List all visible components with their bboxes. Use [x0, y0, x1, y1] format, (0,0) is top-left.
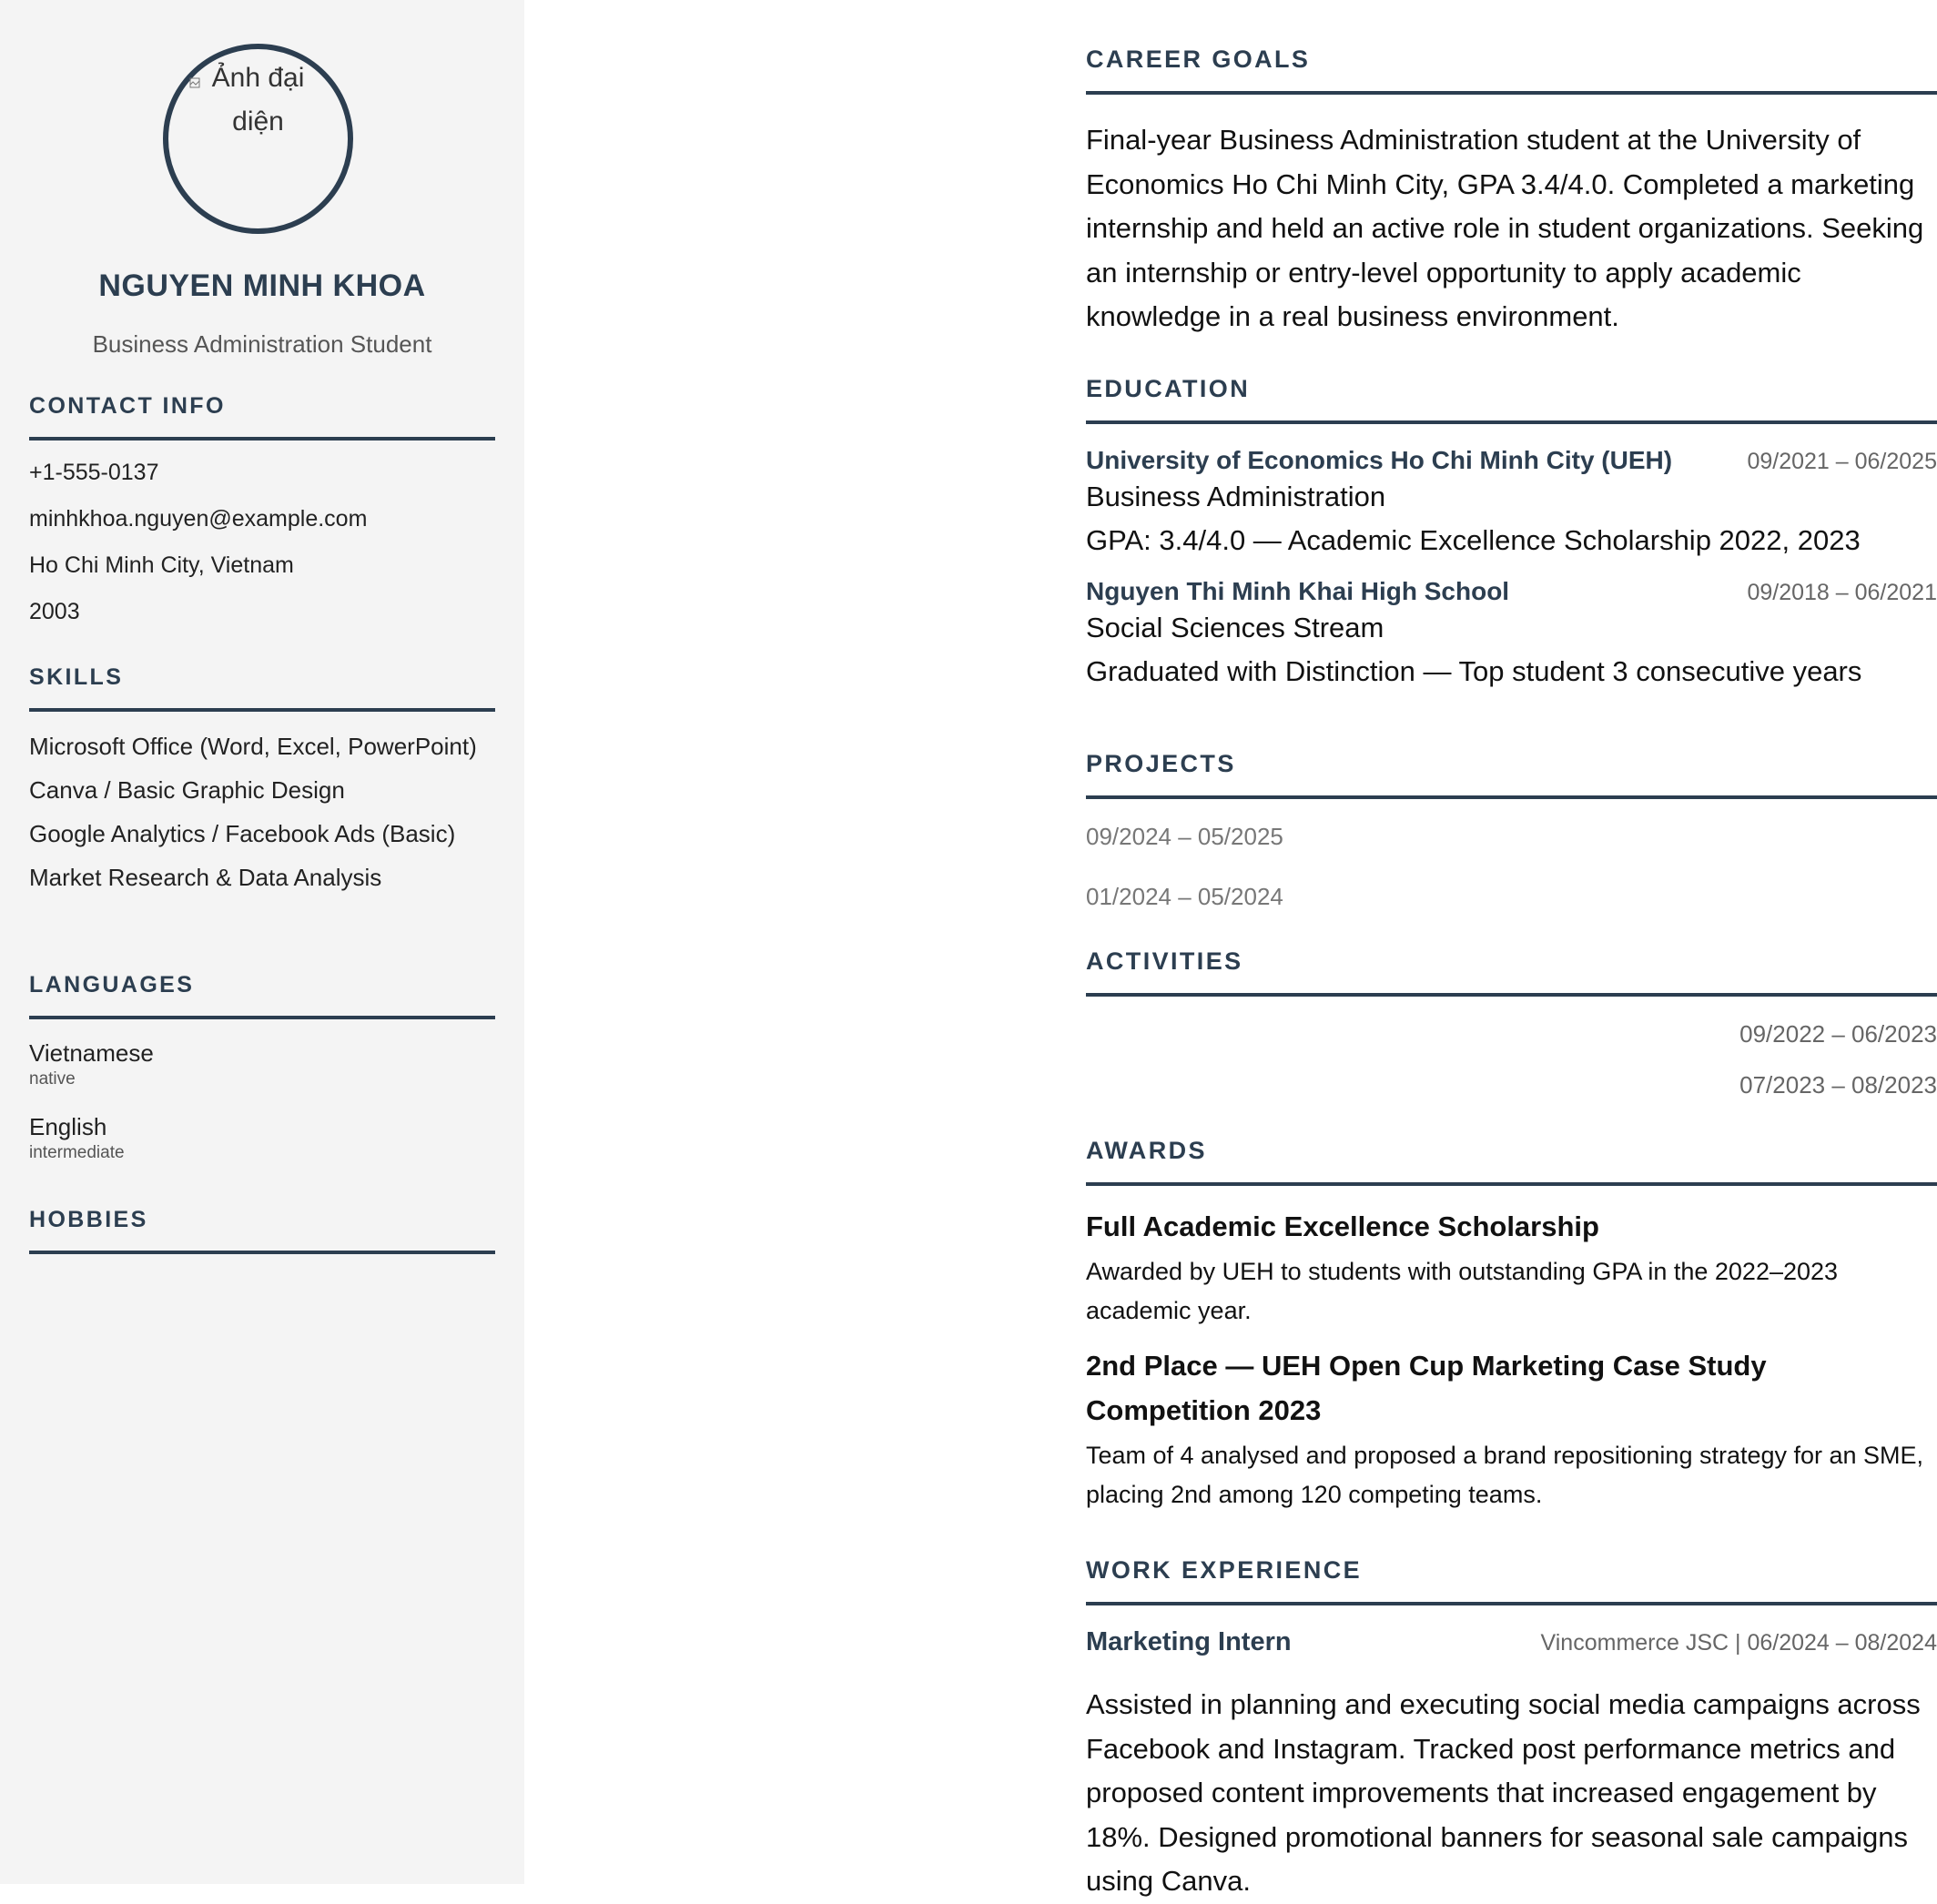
- main-content: [524, 0, 1937, 1897]
- contact-title: CONTACT INFO: [29, 393, 495, 441]
- awards-section: [1086, 1137, 1937, 1514]
- work-header: [1086, 1627, 1937, 1657]
- project-date: 09/2024 – 05/2025: [1086, 823, 1283, 850]
- project-date: 01/2024 – 05/2024: [1086, 883, 1283, 910]
- education-section: [1086, 375, 1937, 694]
- skill-item: Canva / Basic Graphic Design: [29, 776, 345, 804]
- education-title: EDUCATION: [1086, 375, 1937, 424]
- activities-title: ACTIVITIES: [1086, 947, 1937, 997]
- career-goals-text: Final-year Business Administration student at the University of Economics Ho Chi Minh City, GPA 3.4/4.0. Completed a marketing internship and held an active role in student organizations. Seeking an internship or entry-level opportunity to apply academic knowledge in a real business environment.: [1086, 124, 1924, 332]
- language-name: English: [29, 1113, 107, 1140]
- education-field: Business Administration: [1086, 481, 1386, 512]
- education-entry: [1086, 577, 1937, 694]
- skill-item: Google Analytics / Facebook Ads (Basic): [29, 820, 456, 847]
- languages-title: LANGUAGES: [29, 972, 495, 1019]
- education-field: Social Sciences Stream: [1086, 612, 1384, 643]
- language-level: native: [29, 1069, 76, 1089]
- award-description: Team of 4 analysed and proposed a brand repositioning strategy for an SME, placing 2nd among 120 competing teams.: [1086, 1442, 1924, 1508]
- candidate-subtitle: Business Administration Student: [92, 330, 432, 358]
- contact-email: minhkhoa.nguyen@example.com: [29, 506, 368, 532]
- candidate-name: NGUYEN MINH KHOA: [98, 268, 426, 303]
- education-note: Graduated with Distinction — Top student 3 consecutive years: [1086, 655, 1862, 687]
- skill-item: Microsoft Office (Word, Excel, PowerPoint): [29, 733, 477, 760]
- sidebar: [0, 0, 524, 1884]
- skills-title: SKILLS: [29, 664, 495, 712]
- award-description: Awarded by UEH to students with outstanding GPA in the 2022–2023 academic year.: [1086, 1258, 1839, 1324]
- contact-section: [29, 393, 495, 643]
- contact-phone: +1-555-0137: [29, 460, 159, 485]
- work-experience-section: [1086, 1556, 1937, 1904]
- activities-section: [1086, 947, 1937, 1100]
- education-school: Nguyen Thi Minh Khai High School: [1086, 577, 1510, 605]
- work-company-date: Vincommerce JSC | 06/2024 – 08/2024: [1540, 1630, 1937, 1656]
- contact-birth-year: 2003: [29, 599, 80, 624]
- award-title: 2nd Place — UEH Open Cup Marketing Case Study Competition 2023: [1086, 1350, 1767, 1426]
- education-school: University of Economics Ho Chi Minh City (UEH): [1086, 446, 1673, 474]
- education-note: GPA: 3.4/4.0 — Academic Excellence Scholarship 2022, 2023: [1086, 524, 1861, 556]
- projects-title: PROJECTS: [1086, 750, 1937, 799]
- work-description: Assisted in planning and executing social media campaigns across Facebook and Instagram. Tracked post performance metrics and proposed content improvements that increased engagement by 18%. Designed promotional banners for seasonal sale campaigns using Canva.: [1086, 1688, 1921, 1897]
- career-goals-section: [1086, 46, 1937, 339]
- skill-item: Market Research & Data Analysis: [29, 864, 382, 891]
- activity-date: 07/2023 – 08/2023: [1739, 1071, 1937, 1099]
- hobbies-title: HOBBIES: [29, 1207, 495, 1254]
- education-date: 09/2021 – 06/2025: [1747, 449, 1937, 474]
- education-date: 09/2018 – 06/2021: [1747, 580, 1937, 605]
- work-experience-title: WORK EXPERIENCE: [1086, 1556, 1937, 1605]
- avatar-alt-text: Ảnh đại diện: [211, 63, 305, 137]
- languages-section: [29, 972, 495, 1185]
- award-title: Full Academic Excellence Scholarship: [1086, 1210, 1599, 1242]
- awards-title: AWARDS: [1086, 1137, 1937, 1186]
- contact-location: Ho Chi Minh City, Vietnam: [29, 552, 294, 578]
- activity-date: 09/2022 – 06/2023: [1739, 1020, 1937, 1048]
- career-goals-title: CAREER GOALS: [1086, 46, 1937, 95]
- language-level: intermediate: [29, 1143, 125, 1162]
- education-entry: [1086, 446, 1937, 562]
- projects-section: [1086, 750, 1937, 912]
- avatar: [163, 44, 353, 234]
- work-role: Marketing Intern: [1086, 1627, 1292, 1656]
- hobbies-section: [29, 1207, 495, 1254]
- language-name: Vietnamese: [29, 1039, 154, 1067]
- skills-section: [29, 664, 495, 903]
